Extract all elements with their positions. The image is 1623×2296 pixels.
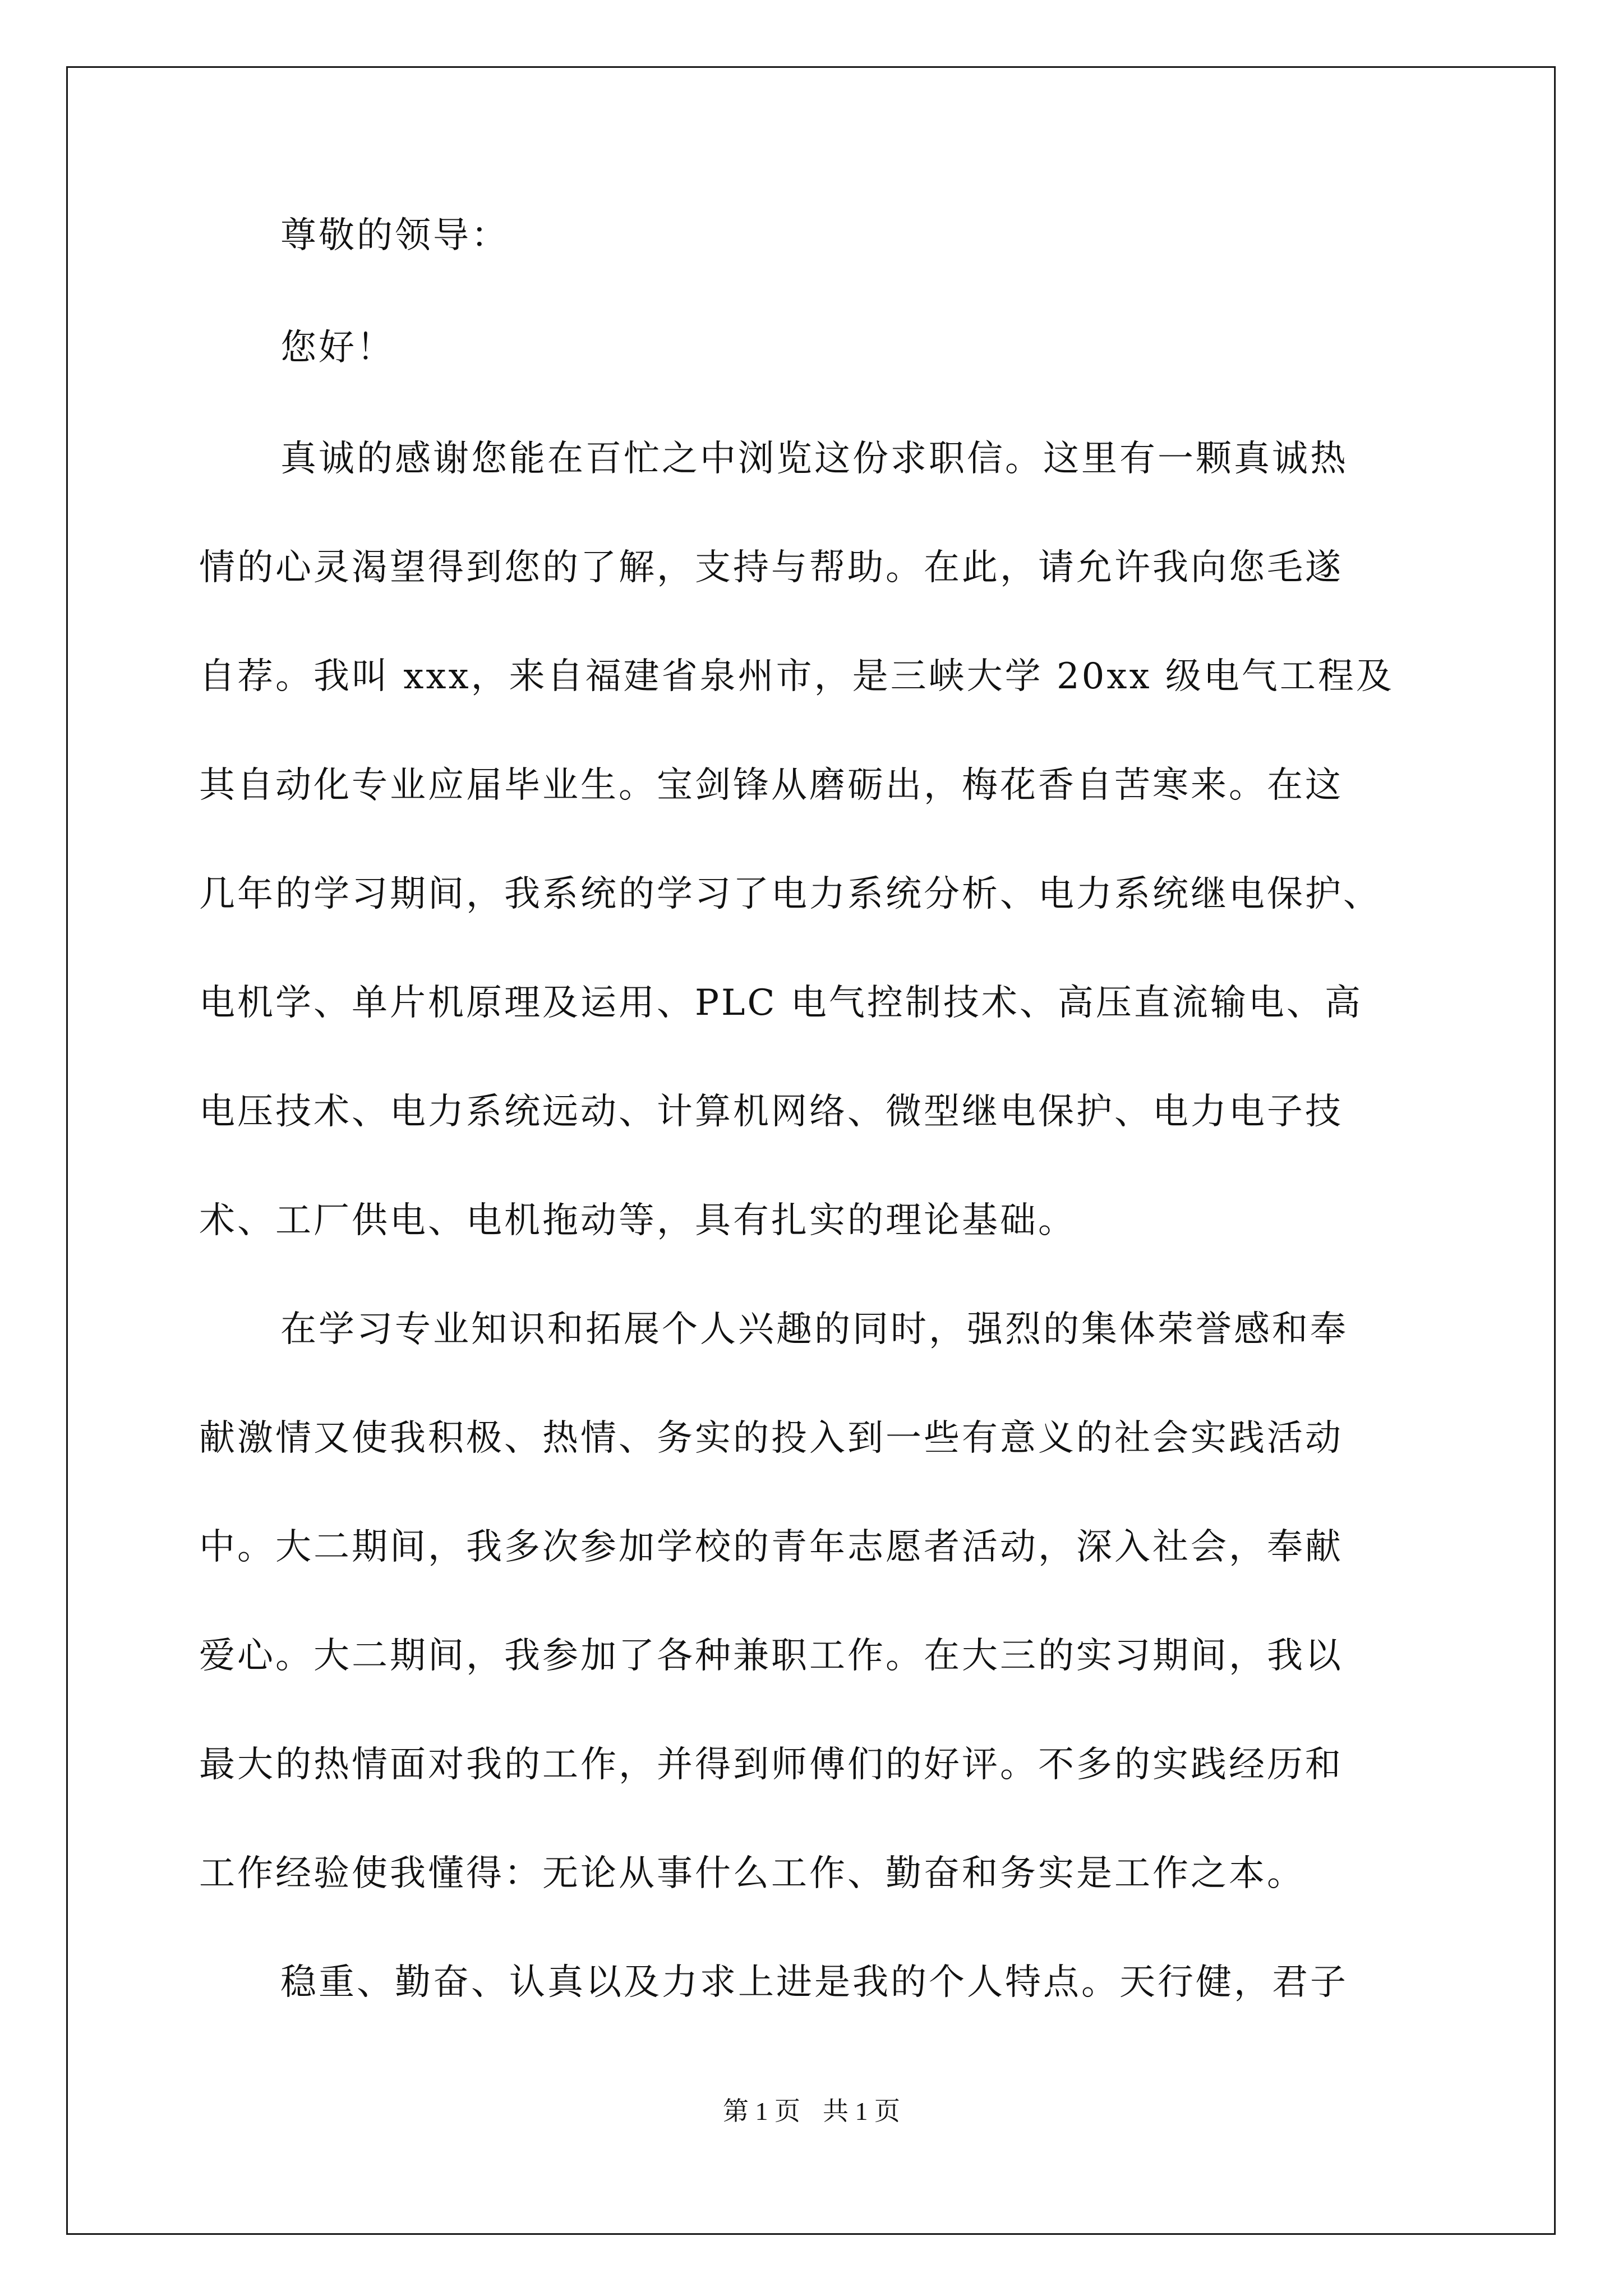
paragraph-1-line-7: 电压技术、电力系统远动、计算机网络、微型继电保护、电力电子技 (199, 1091, 1343, 1133)
paragraph-3-line-1: 稳重、勤奋、认真以及力求上进是我的个人特点。天行健，君子 (280, 1962, 1348, 2003)
paragraph-1-line-3: 自荐。我叫 xxx，来自福建省泉州市，是三峡大学 20xx 级电气工程及 (199, 656, 1394, 697)
page-footer (0, 2095, 1623, 2128)
paragraph-1-line-8: 术、工厂供电、电机拖动等，具有扎实的理论基础。 (199, 1200, 1076, 1241)
paragraph-2-line-1: 在学习专业知识和拓展个人兴趣的同时，强烈的集体荣誉感和奉 (280, 1309, 1348, 1350)
salutation: 尊敬的领导： (280, 215, 509, 256)
paragraph-1-line-2: 情的心灵渴望得到您的了解，支持与帮助。在此，请允许我向您毛遂 (199, 547, 1343, 588)
page-total: 共 1 页 (823, 2097, 900, 2125)
paragraph-1-line-4: 其自动化专业应届毕业生。宝剑锋从磨砺出，梅花香自苦寒来。在这 (199, 765, 1343, 806)
greeting: 您好！ (280, 327, 395, 369)
paragraph-2-line-3: 中。大二期间，我多次参加学校的青年志愿者活动，深入社会，奉献 (199, 1526, 1343, 1568)
page-number: 第 1 页 (723, 2097, 800, 2125)
paragraph-2-line-2: 献激情又使我积极、热情、务实的投入到一些有意义的社会实践活动 (199, 1418, 1343, 1459)
paragraph-2-line-6: 工作经验使我懂得：无论从事什么工作、勤奋和务实是工作之本。 (199, 1853, 1305, 1894)
paragraph-1-line-5: 几年的学习期间，我系统的学习了电力系统分析、电力系统继电保护、 (199, 873, 1381, 915)
paragraph-1-line-1: 真诚的感谢您能在百忙之中浏览这份求职信。这里有一颗真诚热 (280, 438, 1348, 480)
page-border (66, 66, 1556, 2235)
paragraph-2-line-4: 爱心。大二期间，我参加了各种兼职工作。在大三的实习期间，我以 (199, 1635, 1343, 1677)
paragraph-1-line-6: 电机学、单片机原理及运用、PLC 电气控制技术、高压直流输电、高 (199, 982, 1363, 1024)
paragraph-2-line-5: 最大的热情面对我的工作，并得到师傅们的好评。不多的实践经历和 (199, 1744, 1343, 1786)
